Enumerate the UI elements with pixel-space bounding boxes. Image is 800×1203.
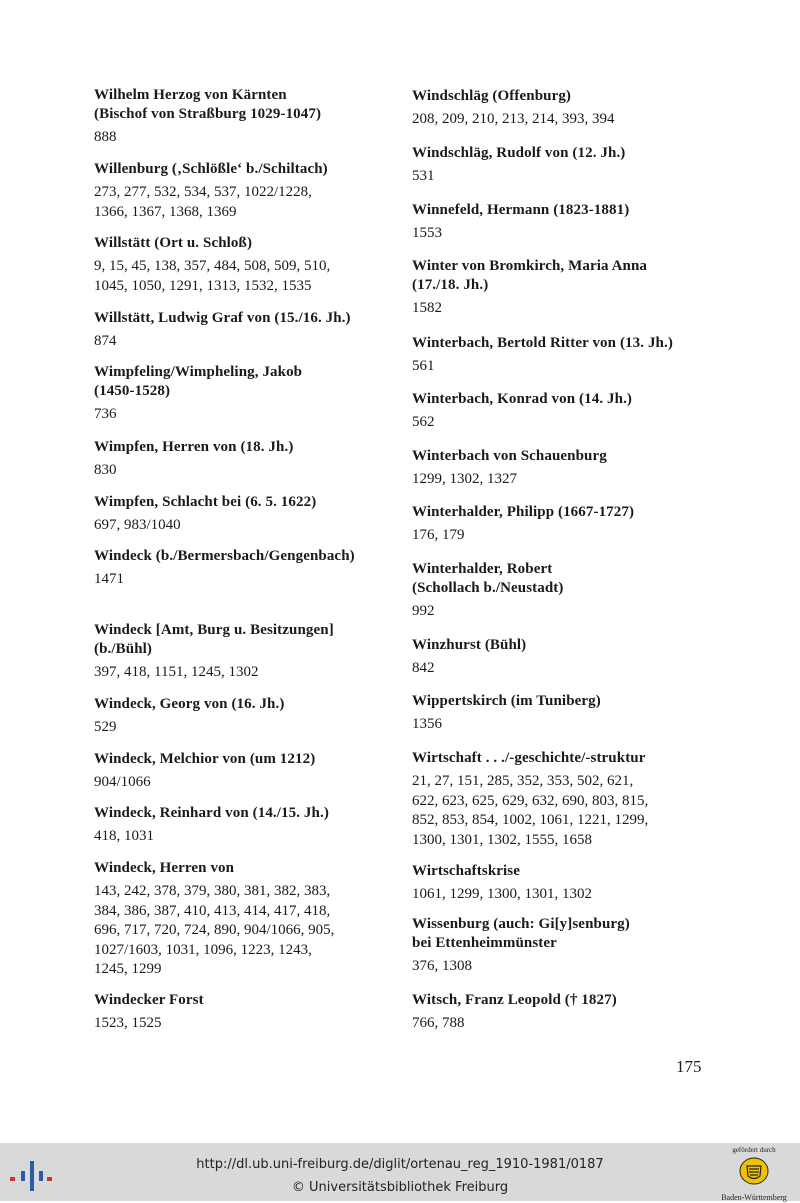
entry-pages: 1523, 1525 [94, 1015, 162, 1031]
entry-pages: 397, 418, 1151, 1245, 1302 [94, 664, 259, 680]
index-entry [94, 750, 315, 793]
entry-heading: Windeck, Melchior von (um 1212) [94, 751, 316, 767]
index-entry [94, 363, 302, 425]
index-entry [94, 438, 293, 481]
index-entry [94, 991, 204, 1034]
entry-pages: 874 [94, 333, 117, 349]
entry-pages: 1582 [412, 300, 442, 316]
entry-heading: Wimpfen, Schlacht bei (6. 5. 1622) [94, 494, 317, 510]
entry-heading: Winnefeld, Hermann (1823-1881) [412, 202, 630, 218]
entry-pages: 273, 277, 532, 534, 537, 1022/1228, 1366, 1367, 1368, 1369 [94, 184, 312, 220]
index-entry [94, 493, 316, 536]
footer-copyright: © Universitätsbibliothek Freiburg [291, 1180, 509, 1195]
footer-bar [0, 1143, 800, 1201]
index-entry [94, 547, 355, 590]
entry-pages: 208, 209, 210, 213, 214, 393, 394 [412, 111, 615, 127]
entry-heading: Willenburg (‚Schlößle‘ b./Schiltach) [94, 161, 328, 177]
entry-heading: Willstätt (Ort u. Schloß) [94, 235, 253, 251]
index-entry [412, 334, 673, 377]
entry-heading: Wimpfen, Herren von (18. Jh.) [94, 439, 294, 455]
index-entry [412, 144, 625, 187]
index-entry [412, 862, 592, 905]
index-entry [412, 87, 615, 130]
entry-pages: 1471 [94, 571, 124, 587]
entry-pages: 418, 1031 [94, 828, 154, 844]
index-entry [412, 560, 563, 622]
entry-pages: 736 [94, 406, 117, 422]
index-entry [412, 257, 647, 319]
badge-caption: gefördert durch [732, 1146, 776, 1154]
entry-heading: Wippertskirch (im Tuniberg) [412, 693, 601, 709]
coat-of-arms-icon [739, 1156, 769, 1186]
entry-pages: 697, 983/1040 [94, 517, 181, 533]
entry-heading: Windeck, Georg von (16. Jh.) [94, 696, 285, 712]
entry-heading: Windeck [Amt, Burg u. Besitzungen] (b./Bühl) [94, 622, 334, 657]
entry-pages: 562 [412, 414, 435, 430]
index-entry [94, 234, 330, 296]
index-entry [94, 621, 334, 683]
entry-pages: 143, 242, 378, 379, 380, 381, 382, 383, 384, 386, 387, 410, 413, 414, 417, 418, 696, 717, 720, 724, 890, 904/1066, 905, 1027/1603, 1031, 1096, 1223, 1243, 1245, 1299 [94, 883, 335, 977]
entry-pages: 376, 1308 [412, 958, 472, 974]
index-entry [412, 390, 632, 433]
index-entry [94, 804, 329, 847]
entry-pages: 531 [412, 168, 435, 184]
entry-pages: 766, 788 [412, 1015, 465, 1031]
entry-pages: 1553 [412, 225, 442, 241]
entry-heading: Winterhalder, Philipp (1667-1727) [412, 504, 635, 520]
entry-heading: Windschläg (Offenburg) [412, 88, 572, 104]
index-entry [94, 309, 351, 352]
entry-heading: Wissenburg (auch: Gi[y]senburg) bei Ettenheimmünster [412, 916, 630, 951]
index-entry [412, 915, 630, 977]
index-entry [94, 86, 321, 148]
index-entry [94, 859, 334, 980]
entry-pages: 904/1066 [94, 774, 151, 790]
entry-pages: 1061, 1299, 1300, 1301, 1302 [412, 886, 592, 902]
entry-pages: 1299, 1302, 1327 [412, 471, 517, 487]
footer-url[interactable]: http://dl.ub.uni-freiburg.de/diglit/ortenau_reg_1910-1981/0187 [196, 1157, 604, 1172]
entry-heading: Windeck (b./Bermersbach/Gengenbach) [94, 548, 355, 564]
entry-heading: Wimpfeling/Wimpheling, Jakob (1450-1528) [94, 364, 303, 399]
page-number: 175 [676, 1057, 702, 1076]
index-entry [412, 201, 629, 244]
entry-heading: Wirtschaftskrise [412, 863, 520, 879]
entry-pages: 529 [94, 719, 117, 735]
entry-heading: Winzhurst (Bühl) [412, 637, 527, 653]
entry-pages: 888 [94, 129, 117, 145]
entry-heading: Winter von Bromkirch, Maria Anna (17./18. Jh.) [412, 258, 648, 293]
badge-label: Baden-Württemberg [721, 1193, 787, 1202]
entry-heading: Wirtschaft . . ./-geschichte/-struktur [412, 750, 646, 766]
entry-heading: Windecker Forst [94, 992, 204, 1008]
index-entry [412, 692, 601, 735]
entry-heading: Winterbach, Konrad von (14. Jh.) [412, 391, 633, 407]
index-entry [94, 695, 284, 738]
index-entry [412, 503, 634, 546]
entry-heading: Winterhalder, Robert (Schollach b./Neustadt) [412, 561, 564, 596]
entry-heading: Willstätt, Ludwig Graf von (15./16. Jh.) [94, 310, 351, 326]
entry-pages: 830 [94, 462, 117, 478]
entry-pages: 842 [412, 660, 435, 676]
index-entry [412, 636, 526, 679]
entry-heading: Wilhelm Herzog von Kärnten (Bischof von Straßburg 1029-1047) [94, 87, 322, 122]
index-entry [412, 749, 648, 850]
entry-heading: Windeck, Reinhard von (14./15. Jh.) [94, 805, 329, 821]
entry-heading: Winterbach, Bertold Ritter von (13. Jh.) [412, 335, 673, 351]
entry-pages: 992 [412, 603, 435, 619]
entry-pages: 561 [412, 358, 435, 374]
entry-heading: Winterbach von Schauenburg [412, 448, 607, 464]
entry-heading: Windschläg, Rudolf von (12. Jh.) [412, 145, 626, 161]
entry-heading: Witsch, Franz Leopold († 1827) [412, 992, 617, 1008]
entry-pages: 176, 179 [412, 527, 465, 543]
entry-pages: 1356 [412, 716, 442, 732]
entry-pages: 9, 15, 45, 138, 357, 484, 508, 509, 510, 1045, 1050, 1291, 1313, 1532, 1535 [94, 258, 331, 294]
index-entry [412, 991, 617, 1034]
entry-pages: 21, 27, 151, 285, 352, 353, 502, 621, 622, 623, 625, 629, 632, 690, 803, 815, 852, 853, 854, 1002, 1061, 1221, 1299, 1300, 1301, 1302, 1555, 1658 [412, 773, 649, 848]
entry-heading: Windeck, Herren von [94, 860, 235, 876]
index-entry [412, 447, 607, 490]
funding-badge [716, 1146, 792, 1201]
index-entry [94, 160, 328, 222]
